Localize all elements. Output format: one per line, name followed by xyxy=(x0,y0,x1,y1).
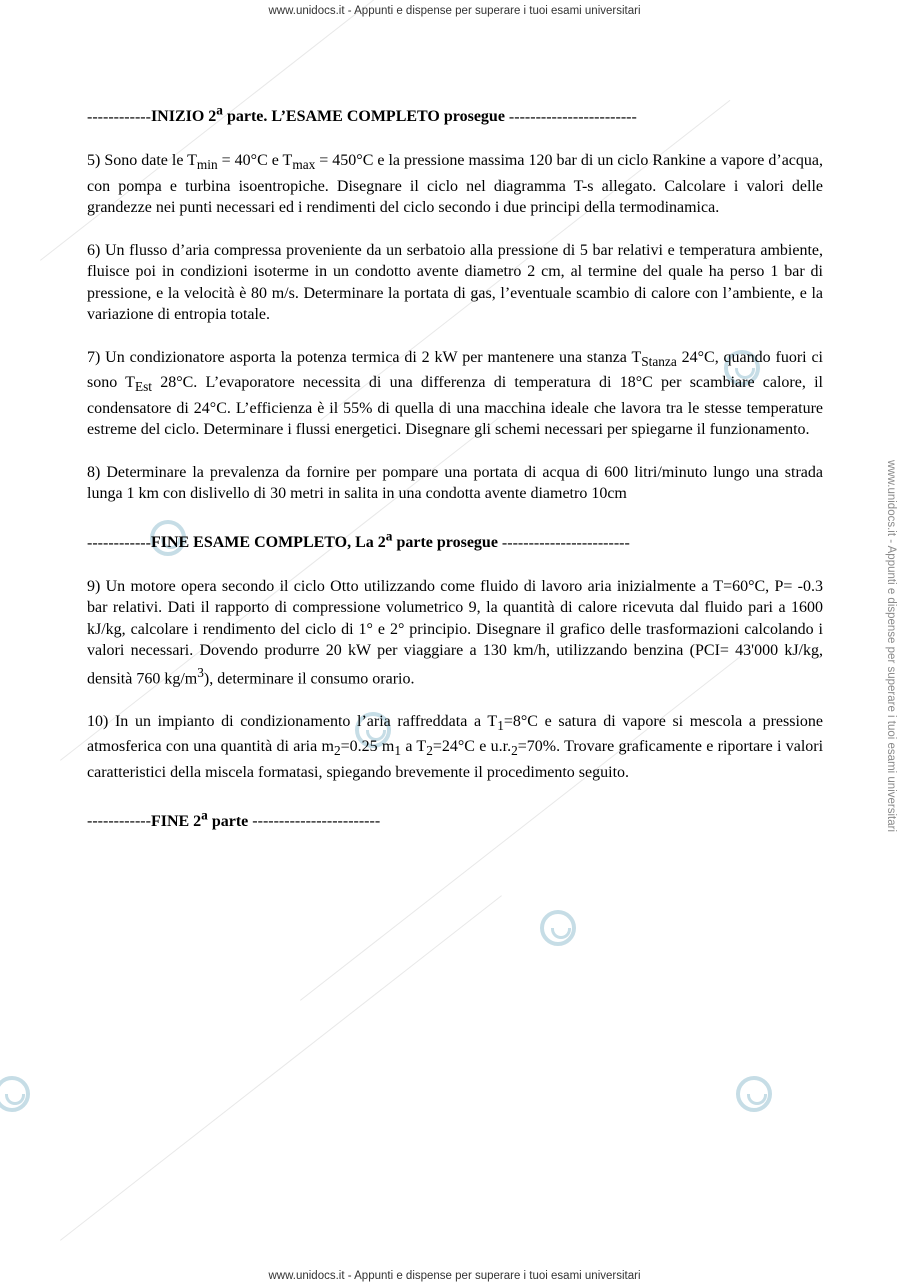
unidocs-logo-icon xyxy=(736,1076,772,1112)
section-end-heading: ------------FINE 2$^a$ parte ------------------------ xyxy=(87,807,381,830)
question-9: 9) Un motore opera secondo il ciclo Otto utilizzando come fluido di lavoro aria inizialmente a T=60°C, P= -0.3 bar relativi. Dati il rapporto di compressione volumetrico 9, la quantità di calore ricevuta dal fluido pari a 1600 kJ/kg, calcolare i rendimento del ciclo di 1° e 2° principio. Disegnare il grafico delle trasformazioni calcolando i valori necessari. Dovendo produrre 20 kW per viaggiare a 130 km/h, utilizzando benzina (PCI= 43'000 kJ/kg, densità 760 $kg/m^3$), determinare il consumo orario. xyxy=(87,577,823,688)
question-10: 10) In un impianto di condizionamento l’aria raffreddata a $T_1=8^\circ C$ e satura di vapore si mescola a pressione atmosferica con una quantità di aria $m_2=0.25$ $m_1$ a $T_2=24^\circ C$ e $u.r._2=70\%$. Trovare graficamente e riportare i valori caratteristici della miscela formatasi, spiegando brevemente il procedimento seguito. xyxy=(87,712,824,781)
section-full-end-heading: ------------FINE ESAME COMPLETO, La 2$^a$ parte prosegue ------------------------ xyxy=(87,528,630,552)
watermark-line xyxy=(60,895,502,1241)
unidocs-logo-icon xyxy=(0,1076,30,1112)
unidocs-logo-icon xyxy=(540,910,576,946)
right-side-watermark: www.unidocs.it - Appunti e dispense per superare i tuoi esami universitari xyxy=(885,459,898,833)
question-5: 5) Sono date le $T_{min} = 40^\circ C$ e $T_{max} = 450^\circ C$ e la pressione massima 120 bar di un ciclo Rankine a vapore d’acqua, con pompa e turbina isoentropiche. Disegnare il ciclo nel diagramma T-s allegato. Calcolare i valori delle grandezze nei punti necessari ed i rendimenti del ciclo secondo i due principi della termodinamica. xyxy=(87,151,823,217)
exam-content xyxy=(87,100,823,832)
bottom-watermark[interactable]: www.unidocs.it - Appunti e dispense per superare i tuoi esami universitari xyxy=(268,1270,641,1282)
section-start-heading: ------------INIZIO 2$^a$ parte. L’ESAME COMPLETO prosegue ------------------------ xyxy=(87,103,637,126)
question-7: 7) Un condizionatore asporta la potenza termica di 2 kW per mantenere una stanza $T_{Stanza}$ 24°C, quando fuori ci sono $T_{Est}$ 28°C. L’evaporatore necessita di una differenza di temperatura di 18°C per scambiare calore, il condensatore di 24°C. L’efficienza è il 55% di quella di una macchina ideale che lavora tra le stesse temperature estreme del ciclo. Determinare i flussi energetici. Disegnare gli schemi necessari per spiegarne il funzionamento. xyxy=(87,348,823,439)
question-6: 6) Un flusso d’aria compressa proveniente da un serbatoio alla pressione di 5 bar relativi e temperatura ambiente, fluisce poi in condizioni isoterme in un condotto avente diametro 2 cm, al termine del quale ha perso 1 bar di pressione, e la velocità è 80 m/s. Determinare la portata di gas, l’eventuale scambio di calore con l’ambiente, e la variazione di entropia totale. xyxy=(87,241,823,324)
top-watermark[interactable]: www.unidocs.it - Appunti e dispense per superare i tuoi esami universitari xyxy=(268,5,641,17)
question-8: 8) Determinare la prevalenza da fornire per pompare una portata di acqua di 600 litri/minuto lungo una strada lunga 1 km con dislivello di 30 metri in salita in una condotta avente diametro 10cm xyxy=(87,463,823,503)
